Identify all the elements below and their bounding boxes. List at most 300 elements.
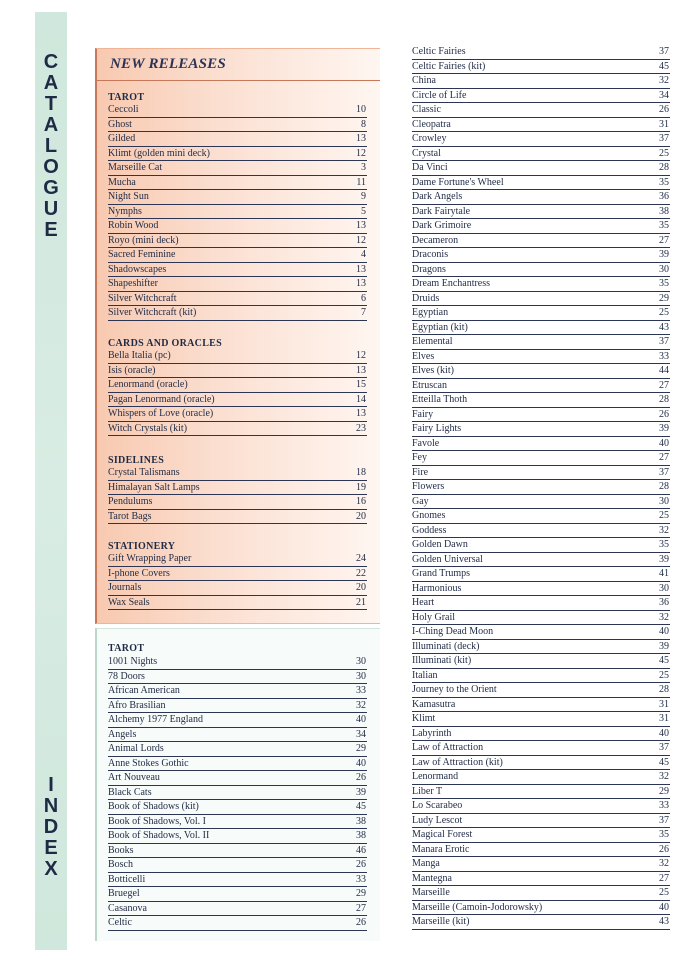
catalogue-entry: [412, 422, 670, 437]
entry-page-number: 33: [659, 800, 669, 811]
entry-page-number: 26: [356, 772, 366, 783]
entry-title: Wax Seals: [108, 596, 150, 608]
entry-title: Crystal Talismans: [108, 467, 180, 478]
catalogue-entry: [108, 495, 367, 510]
entry-title: Pendulums: [108, 496, 153, 507]
entry-title: Journals: [108, 582, 142, 593]
entry-page-number: 43: [659, 916, 669, 927]
section-heading: CARDS AND ORACLES: [108, 338, 223, 349]
entry-title: Book of Shadows, Vol. II: [108, 830, 210, 841]
catalogue-entry: [412, 509, 670, 524]
sidebar-letter: G: [43, 177, 59, 199]
entry-page-number: 39: [659, 553, 669, 565]
entry-title: Bosch: [108, 859, 133, 870]
entry-title: Marseille Cat: [108, 162, 163, 173]
entry-title: Pagan Lenormand (oracle): [108, 393, 215, 405]
catalogue-entry: [108, 234, 367, 249]
entry-page-number: 21: [356, 596, 366, 608]
entry-title: Kamasutra: [412, 698, 456, 710]
catalogue-entry: [412, 321, 670, 336]
catalogue-entry: [412, 654, 670, 669]
entry-page-number: 26: [356, 859, 366, 870]
catalogue-entry: [108, 466, 367, 481]
catalogue-entry: [412, 770, 670, 785]
entry-title: Marseille (Camoin-Jodorowsky): [412, 901, 543, 913]
entry-title: Golden Universal: [412, 553, 483, 565]
entry-page-number: 29: [356, 888, 366, 899]
entry-title: Black Cats: [108, 786, 152, 798]
catalogue-entry: [108, 684, 367, 699]
entry-page-number: 27: [659, 234, 669, 246]
entry-title: Classic: [412, 104, 441, 115]
entry-title: Gay: [412, 495, 429, 507]
entry-title: Silver Witchcraft: [108, 292, 177, 304]
entry-title: Witch Crystals (kit): [108, 422, 188, 434]
entry-page-number: 11: [356, 176, 366, 188]
sidebar-letter: L: [44, 135, 58, 157]
catalogue-entry: [108, 552, 367, 567]
entry-title: Circle of Life: [412, 89, 467, 101]
entry-page-number: 29: [659, 292, 669, 304]
catalogue-entry: [412, 538, 670, 553]
catalogue-entry: [108, 670, 367, 685]
entry-page-number: 40: [356, 714, 366, 725]
catalogue-entry: [108, 699, 367, 714]
catalogue-entry: [108, 757, 367, 772]
entry-title: Egyptian: [412, 307, 449, 318]
sidebar-letter: U: [43, 198, 59, 220]
entry-title: Lo Scarabeo: [412, 800, 463, 811]
entry-title: Illuminati (kit): [412, 655, 472, 666]
entry-title: Italian: [412, 669, 438, 681]
catalogue-entry: [412, 901, 670, 916]
sidebar-letter: A: [43, 72, 59, 94]
entry-title: Golden Dawn: [412, 539, 468, 550]
entry-title: Shadowscapes: [108, 263, 167, 275]
section-heading: SIDELINES: [108, 455, 165, 466]
entry-title: Law of Attraction: [412, 742, 484, 753]
catalogue-entry: [412, 147, 670, 162]
catalogue-entry: [412, 364, 670, 379]
catalogue-entry: [412, 466, 670, 481]
catalogue-entry: [108, 132, 367, 147]
catalogue-entry: [108, 263, 367, 278]
catalogue-entry: [108, 190, 367, 205]
entry-title: Ceccoli: [108, 104, 139, 115]
entry-page-number: 38: [659, 205, 669, 217]
entry-page-number: 41: [659, 568, 669, 579]
index-vertical-word: [35, 775, 67, 880]
catalogue-entry: [412, 727, 670, 742]
entry-title: Etteilla Thoth: [412, 394, 468, 405]
catalogue-entry: [108, 219, 367, 234]
entry-page-number: 40: [659, 437, 669, 449]
entry-page-number: 4: [361, 249, 366, 260]
entry-title: Fairy: [412, 408, 434, 420]
entry-page-number: 30: [659, 582, 669, 594]
entry-page-number: 28: [659, 162, 669, 173]
entry-page-number: 27: [659, 872, 669, 884]
catalogue-entry: [412, 480, 670, 495]
entry-page-number: 12: [356, 234, 366, 246]
catalogue-entry: [412, 857, 670, 872]
catalogue-entry: [412, 60, 670, 75]
entry-title: Dame Fortune's Wheel: [412, 176, 504, 188]
entry-page-number: 37: [659, 133, 669, 144]
entry-title: Robin Wood: [108, 220, 159, 231]
catalogue-entry: [108, 292, 367, 307]
catalogue-entry: [108, 248, 367, 263]
catalogue-entry: [412, 161, 670, 176]
catalogue-vertical-word: [35, 52, 67, 241]
entry-page-number: 10: [356, 104, 366, 115]
catalogue-entry: [412, 712, 670, 727]
entry-title: Books: [108, 844, 134, 856]
catalogue-entry: [412, 640, 670, 655]
catalogue-entry: [412, 350, 670, 365]
entry-title: Art Nouveau: [108, 772, 160, 783]
entry-title: Himalayan Salt Lamps: [108, 481, 200, 493]
entry-page-number: 33: [356, 685, 366, 696]
entry-title: Tarot Bags: [108, 510, 152, 522]
entry-page-number: 44: [659, 365, 669, 376]
entry-title: Celtic: [108, 917, 132, 928]
entry-page-number: 39: [659, 640, 669, 652]
entry-title: 1001 Nights: [108, 656, 158, 667]
entry-title: Druids: [412, 292, 440, 304]
entry-title: Fey: [412, 452, 427, 463]
entry-page-number: 27: [356, 902, 366, 914]
entry-page-number: 37: [659, 46, 669, 57]
entry-page-number: 9: [361, 191, 366, 202]
entry-page-number: 22: [356, 567, 366, 579]
catalogue-entry: [412, 872, 670, 887]
catalogue-entry: [412, 611, 670, 626]
catalogue-entry: [108, 510, 367, 525]
entry-title: Crystal: [412, 147, 441, 159]
entry-title: Ghost: [108, 118, 132, 130]
entry-page-number: 40: [659, 626, 669, 637]
entry-title: Anne Stokes Gothic: [108, 757, 189, 769]
catalogue-entry: [412, 843, 670, 858]
catalogue-entry: [412, 915, 670, 930]
entry-title: Celtic Fairies: [412, 46, 466, 57]
entry-page-number: 18: [356, 467, 366, 478]
entry-title: Marseille: [412, 887, 450, 898]
entry-page-number: 36: [659, 191, 669, 202]
entry-page-number: 8: [361, 118, 366, 130]
entry-page-number: 25: [659, 510, 669, 521]
sidebar-letter: E: [44, 219, 58, 241]
entry-title: Dark Angels: [412, 191, 463, 202]
entry-title: Animal Lords: [108, 743, 164, 754]
entry-title: Casanova: [108, 902, 147, 914]
entry-title: Angels: [108, 728, 137, 740]
entry-title: Klimt (golden mini deck): [108, 147, 210, 159]
entry-page-number: 38: [356, 830, 366, 841]
catalogue-entry: [108, 771, 367, 786]
catalogue-entry: [412, 553, 670, 568]
entry-page-number: 29: [356, 743, 366, 754]
entry-title: Sacred Feminine: [108, 249, 176, 260]
catalogue-entry: [412, 234, 670, 249]
catalogue-entry: [412, 263, 670, 278]
catalogue-entry: [108, 858, 367, 873]
catalogue-entry: [412, 335, 670, 350]
catalogue-entry: [412, 669, 670, 684]
sidebar-letter: A: [43, 114, 59, 136]
catalogue-entry: [108, 815, 367, 830]
entry-page-number: 13: [356, 263, 366, 275]
entry-title: I-Ching Dead Moon: [412, 626, 494, 637]
entry-title: Grand Trumps: [412, 568, 471, 579]
entry-page-number: 33: [659, 350, 669, 362]
entry-page-number: 39: [659, 423, 669, 434]
catalogue-entry: [412, 524, 670, 539]
entry-title: 78 Doors: [108, 670, 145, 682]
entry-page-number: 37: [659, 336, 669, 347]
catalogue-entry: [412, 292, 670, 307]
sidebar-letter: N: [43, 795, 59, 817]
entry-page-number: 46: [356, 844, 366, 856]
entry-page-number: 37: [659, 742, 669, 753]
sidebar-letter: D: [43, 816, 59, 838]
entry-page-number: 26: [659, 843, 669, 855]
entry-page-number: 34: [356, 728, 366, 740]
catalogue-entry: [412, 698, 670, 713]
catalogue-entry: [108, 407, 367, 422]
sidebar-letter: E: [44, 837, 58, 859]
entry-page-number: 43: [659, 321, 669, 333]
entry-page-number: 32: [356, 699, 366, 711]
catalogue-entry: [412, 828, 670, 843]
entry-title: African American: [108, 685, 180, 696]
entry-page-number: 39: [356, 786, 366, 798]
entry-page-number: 31: [659, 118, 669, 130]
entry-title: Labyrinth: [412, 727, 452, 739]
side-strip: [35, 12, 67, 950]
entry-page-number: 13: [356, 408, 366, 419]
catalogue-entry: [108, 176, 367, 191]
catalogue-entry: [108, 596, 367, 611]
entry-title: Liber T: [412, 785, 443, 797]
new-releases-divider: [97, 80, 380, 81]
catalogue-entry: [412, 596, 670, 611]
entry-page-number: 6: [361, 292, 366, 304]
catalogue-entry: [108, 349, 367, 364]
entry-title: Holy Grail: [412, 611, 456, 623]
entry-title: Dark Grimoire: [412, 220, 472, 231]
entry-page-number: 29: [659, 785, 669, 797]
entry-page-number: 12: [356, 350, 366, 361]
new-releases-title: NEW RELEASES: [110, 56, 226, 72]
entry-title: Dream Enchantress: [412, 278, 491, 289]
entry-title: Lenormand (oracle): [108, 379, 188, 390]
entry-title: Magical Forest: [412, 829, 473, 840]
sidebar-letter: T: [44, 93, 58, 115]
entry-page-number: 35: [659, 176, 669, 188]
entry-title: Book of Shadows (kit): [108, 801, 199, 812]
sidebar-letter: X: [44, 858, 58, 880]
catalogue-entry: [108, 364, 367, 379]
section-heading: TAROT: [108, 643, 145, 654]
entry-page-number: 12: [356, 147, 366, 159]
entry-title: Elemental: [412, 336, 453, 347]
entry-page-number: 32: [659, 858, 669, 869]
entry-page-number: 32: [659, 771, 669, 782]
entry-page-number: 15: [356, 379, 366, 390]
entry-page-number: 19: [356, 481, 366, 493]
entry-page-number: 32: [659, 524, 669, 536]
catalogue-entry: [412, 437, 670, 452]
entry-page-number: 13: [356, 133, 366, 144]
catalogue-entry: [412, 176, 670, 191]
entry-title: Celtic Fairies (kit): [412, 60, 486, 72]
catalogue-entry: [108, 873, 367, 888]
catalogue-entry: [412, 886, 670, 901]
catalogue-entry: [108, 306, 367, 321]
entry-page-number: 32: [659, 611, 669, 623]
catalogue-entry: [108, 844, 367, 859]
entry-page-number: 20: [356, 510, 366, 522]
entry-page-number: 26: [659, 104, 669, 115]
entry-title: Egyptian (kit): [412, 321, 468, 333]
entry-title: Gnomes: [412, 510, 446, 521]
entry-page-number: 26: [659, 408, 669, 420]
entry-page-number: 30: [356, 670, 366, 682]
entry-page-number: 38: [356, 815, 366, 827]
catalogue-entry: [412, 582, 670, 597]
entry-page-number: 26: [356, 917, 366, 928]
catalogue-entry: [108, 393, 367, 408]
catalogue-entry: [108, 902, 367, 917]
entry-title: Gift Wrapping Paper: [108, 553, 192, 564]
entry-page-number: 25: [659, 307, 669, 318]
entry-title: Dragons: [412, 263, 446, 275]
entry-page-number: 45: [659, 60, 669, 72]
entry-page-number: 16: [356, 496, 366, 507]
catalogue-entry: [108, 161, 367, 176]
entry-page-number: 39: [659, 249, 669, 260]
entry-page-number: 7: [361, 307, 366, 318]
entry-title: Book of Shadows, Vol. I: [108, 815, 206, 827]
entry-title: Marseille (kit): [412, 916, 470, 927]
entry-title: Bruegel: [108, 888, 140, 899]
catalogue-entry: [412, 451, 670, 466]
entry-title: Fire: [412, 466, 429, 478]
catalogue-entry: [412, 625, 670, 640]
catalogue-entry: [108, 103, 367, 118]
catalogue-entry: [108, 567, 367, 582]
catalogue-entry: [412, 408, 670, 423]
catalogue-entry: [412, 393, 670, 408]
entry-title: Night Sun: [108, 191, 149, 202]
entry-page-number: 31: [659, 713, 669, 724]
entry-page-number: 37: [659, 466, 669, 478]
catalogue-entry: [412, 785, 670, 800]
entry-page-number: 40: [659, 727, 669, 739]
entry-page-number: 32: [659, 75, 669, 86]
entry-title: Alchemy 1977 England: [108, 714, 203, 725]
entry-title: Fairy Lights: [412, 423, 462, 434]
catalogue-entry: [412, 219, 670, 234]
entry-title: Ludy Lescot: [412, 814, 463, 826]
catalogue-entry: [412, 89, 670, 104]
catalogue-entry: [108, 728, 367, 743]
catalogue-entry: [412, 118, 670, 133]
entry-page-number: 13: [356, 278, 366, 289]
entry-page-number: 45: [659, 655, 669, 666]
catalogue-entry: [412, 248, 670, 263]
entry-title: Journey to the Orient: [412, 684, 497, 695]
catalogue-entry: [108, 786, 367, 801]
catalogue-entry: [412, 306, 670, 321]
catalogue-entry: [108, 481, 367, 496]
catalogue-entry: [108, 800, 367, 815]
entry-title: Mucha: [108, 176, 136, 188]
catalogue-entry: [108, 422, 367, 437]
entry-title: Nymphs: [108, 205, 142, 217]
entry-page-number: 31: [659, 698, 669, 710]
entry-page-number: 35: [659, 220, 669, 231]
entry-page-number: 30: [356, 656, 366, 667]
catalogue-entry: [412, 74, 670, 89]
catalogue-entry: [108, 655, 367, 670]
entry-title: Whispers of Love (oracle): [108, 408, 214, 419]
entry-title: Flowers: [412, 481, 445, 492]
section-heading: TAROT: [108, 92, 145, 103]
entry-page-number: 35: [659, 829, 669, 840]
catalogue-entry: [412, 567, 670, 582]
catalogue-entry: [412, 756, 670, 771]
catalogue-entry: [108, 887, 367, 902]
entry-page-number: 24: [356, 553, 366, 564]
entry-page-number: 27: [659, 379, 669, 391]
entry-page-number: 25: [659, 887, 669, 898]
entry-title: Goddess: [412, 524, 447, 536]
entry-page-number: 25: [659, 147, 669, 159]
entry-page-number: 28: [659, 481, 669, 492]
entry-title: Shapeshifter: [108, 278, 158, 289]
entry-title: Afro Brasilian: [108, 699, 166, 711]
catalogue-entry: [412, 190, 670, 205]
entry-page-number: 27: [659, 452, 669, 463]
entry-title: Klimt: [412, 713, 436, 724]
entry-page-number: 13: [356, 220, 366, 231]
entry-page-number: 34: [659, 89, 669, 101]
entry-title: Manara Erotic: [412, 843, 470, 855]
entry-page-number: 3: [361, 162, 366, 173]
entry-page-number: 13: [356, 364, 366, 376]
catalogue-entry: [108, 829, 367, 844]
catalogue-entry: [108, 378, 367, 393]
catalogue-entry: [412, 205, 670, 220]
entry-page-number: 28: [659, 684, 669, 695]
entry-title: Manga: [412, 858, 440, 869]
catalogue-entry: [412, 741, 670, 756]
entry-page-number: 37: [659, 814, 669, 826]
entry-title: Law of Attraction (kit): [412, 756, 503, 768]
entry-title: Elves (kit): [412, 365, 454, 376]
entry-title: Da Vinci: [412, 162, 448, 173]
catalogue-entry: [412, 132, 670, 147]
entry-page-number: 40: [659, 901, 669, 913]
entry-title: Elves: [412, 350, 435, 362]
section-heading: STATIONERY: [108, 541, 176, 552]
entry-title: Favole: [412, 437, 440, 449]
entry-title: Heart: [412, 597, 435, 608]
entry-page-number: 40: [356, 757, 366, 769]
